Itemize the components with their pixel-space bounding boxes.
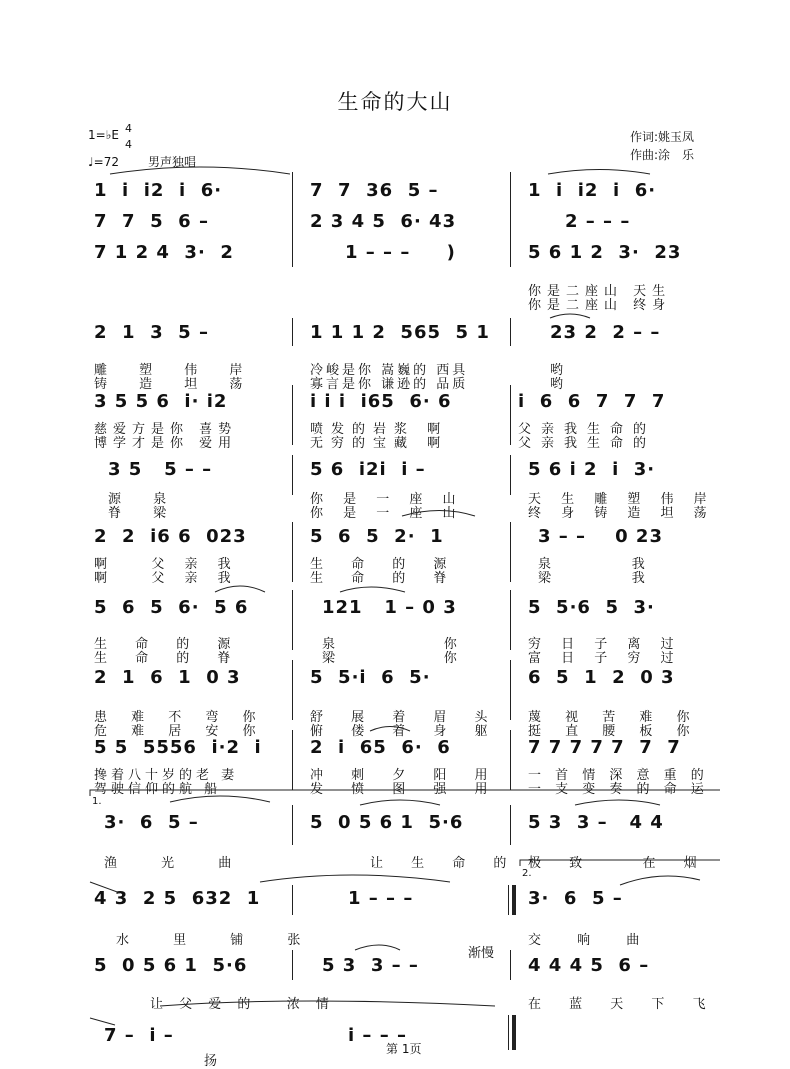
barline	[292, 885, 293, 915]
notation-measure: 5 5·i 6 5·	[310, 667, 431, 688]
lyric-line: 极 致 在 烟	[528, 856, 709, 871]
notation-measure: 121 1 – 0 3	[322, 597, 457, 618]
lyric-line: 终 身 铸 造 坦 荡	[528, 506, 715, 521]
lyric-line: 扬	[204, 1054, 232, 1069]
tempo-mark: ♩=72	[88, 155, 119, 169]
barline	[510, 950, 511, 980]
page-number: 第 1页	[386, 1042, 422, 1056]
volta-1-mark: 1.	[92, 796, 102, 807]
slur	[355, 945, 400, 950]
composer-credit: 作曲:涂 乐	[630, 148, 695, 162]
lyric-line: 冲 刺 夕 阳 用	[310, 768, 500, 783]
lyric-line: 搀着八十岁的老 妻	[94, 768, 239, 783]
notation-measure: 1 i i2 i 6·	[94, 180, 223, 201]
lyric-line: 富 日 子 穷 过	[528, 651, 682, 666]
lyric-line: 你 是 一 座 山	[310, 492, 464, 507]
slur	[548, 170, 650, 175]
lyric-line: 冷峻是你 嵩巍的 西具	[310, 363, 469, 378]
barline	[292, 950, 293, 980]
notation-measure: 2 3 4 5 6· 43	[310, 211, 457, 232]
barline	[292, 318, 293, 346]
barline	[508, 885, 509, 915]
lyric-line: 穷 日 子 离 过	[528, 637, 682, 652]
key-signature: 1=♭E	[88, 128, 119, 142]
notation-measure: 7 7 7 7 7 7 7	[528, 737, 681, 758]
slur	[550, 314, 590, 318]
slur	[90, 1018, 115, 1025]
notation-measure: 1 – – –	[348, 888, 414, 909]
notation-measure: 5 6 5 2· 1	[310, 526, 444, 547]
lyric-line: 水 里 铺 张	[116, 933, 321, 948]
lyric-line: 你 是 一 座 山	[310, 506, 464, 521]
notation-measure: 5 5·6 5 3·	[528, 597, 655, 618]
lyric-line: 驾驶信仰的航 船	[94, 782, 222, 797]
barline	[510, 385, 511, 445]
lyric-line: 危 难 居 安 你	[94, 724, 266, 739]
slur	[360, 800, 440, 805]
lyric-line: 泉 你	[322, 637, 469, 652]
notation-measure: 3 5 5 – –	[108, 459, 213, 480]
lyric-line: 哟	[550, 377, 578, 392]
lyric-line: 一 首 情 深 意 重 的	[528, 768, 709, 783]
barline	[510, 805, 511, 845]
lyricist-credit: 作词:姚玉凤	[630, 130, 695, 144]
lyric-line: 患 难 不 弯 你	[94, 710, 266, 725]
barline	[510, 318, 511, 346]
lyric-line: 生 命 的 脊	[94, 651, 243, 666]
slur	[620, 876, 700, 885]
lyric-line: 一 支 变 奏 的 命 运	[528, 782, 709, 797]
barline	[292, 385, 293, 445]
notation-measure: 6 5 1 2 0 3	[528, 667, 675, 688]
lyric-line: 生 命 的 脊	[310, 571, 459, 586]
notation-measure: 7 1 2 4 3· 2	[94, 242, 234, 263]
barline	[292, 730, 293, 790]
notation-measure: i – – –	[348, 1025, 407, 1046]
notation-measure: i 6 6 7 7 7	[518, 391, 666, 412]
lyric-line: 生 命 的 源	[310, 557, 459, 572]
lyric-line: 无穷的宝藏 啊	[310, 436, 449, 451]
lyric-line: 你是二座山 终身	[528, 298, 672, 313]
lyric-line: 俯 偻 着 身 躯	[310, 724, 500, 739]
lyric-line: 源 泉	[108, 492, 181, 507]
lyric-line: 父亲我生命的	[518, 436, 657, 451]
voice-type: 男声独唱	[148, 155, 197, 169]
slur	[215, 586, 265, 592]
lyric-line: 让 父 爱 的 浓 情	[150, 997, 335, 1012]
time-signature-bottom: 4	[125, 138, 132, 151]
notation-measure: 3 – – 0 23	[538, 526, 663, 547]
notation-measure: 5 5 5556 i·2 i	[94, 737, 262, 758]
lyric-line: 啊 父 亲 我	[94, 557, 239, 572]
lyric-line: 发 愤 图 强 用	[310, 782, 500, 797]
lyric-line: 父亲我生命的	[518, 422, 657, 437]
notation-measure: 2 1 6 1 0 3	[94, 667, 241, 688]
lyric-line: 寡言是你 谦逊的 品质	[310, 377, 469, 392]
notation-measure: 1 1 1 2 565 5 1	[310, 322, 490, 343]
barline	[508, 1015, 509, 1050]
notation-measure: 4 3 2 5 632 1	[94, 888, 261, 909]
slur	[340, 587, 405, 592]
notation-measure: 3· 6 5 –	[528, 888, 623, 909]
notation-measure: 5 6 1 2 3· 23	[528, 242, 682, 263]
notation-measure: 1 i i2 i 6·	[528, 180, 657, 201]
tempo-direction: 渐慢	[468, 946, 495, 961]
notation-measure: 1 – – – )	[345, 242, 456, 263]
lyric-line: 渔 光 曲	[104, 856, 252, 871]
slur	[260, 875, 450, 882]
score-title: 生命的大山	[337, 90, 453, 114]
notation-measure: 7 7 5 6 –	[94, 211, 209, 232]
lyric-line: 泉 我	[538, 557, 653, 572]
notation-measure: 5 3 3 – –	[322, 955, 419, 976]
lyric-line: 雕 塑 伟 岸	[94, 363, 257, 378]
notation-measure: 5 0 5 6 1 5·6	[94, 955, 248, 976]
barline	[292, 455, 293, 495]
final-barline	[512, 1015, 516, 1050]
lyric-line: 让 生 命 的	[370, 856, 519, 871]
lyric-line: 在 蓝 天 下 飞	[528, 997, 718, 1012]
notation-measure: 5 0 5 6 1 5·6	[310, 812, 464, 833]
notation-measure: 7 – i –	[104, 1025, 174, 1046]
barline	[510, 172, 511, 267]
lyric-line: 你是二座山 天生	[528, 284, 672, 299]
lyric-line: 梁 你	[322, 651, 469, 666]
barline	[292, 660, 293, 720]
lyric-line: 生 命 的 源	[94, 637, 243, 652]
lyric-line: 啊 父 亲 我	[94, 571, 239, 586]
barline	[292, 590, 293, 650]
barline	[510, 455, 511, 495]
notation-measure: 5 6 5 6· 5 6	[94, 597, 249, 618]
barline	[510, 730, 511, 790]
barline	[510, 660, 511, 720]
lyric-line: 舒 展 着 眉 头	[310, 710, 500, 725]
notation-measure: 4 4 4 5 6 –	[528, 955, 650, 976]
lyric-line: 哟	[550, 363, 578, 378]
notation-measure: 5 6 i2i i –	[310, 459, 426, 480]
lyric-line: 挺 直 腰 板 你	[528, 724, 700, 739]
slur	[110, 167, 290, 174]
lyric-line: 脊 梁	[108, 506, 181, 521]
lyric-line: 梁 我	[538, 571, 653, 586]
lyric-line: 铸 造 坦 荡	[94, 377, 257, 392]
notation-measure: 5 3 3 – 4 4	[528, 812, 664, 833]
notation-measure: 7 7 36 5 –	[310, 180, 439, 201]
notation-measure: i i i i65 6· 6	[310, 391, 452, 412]
barline	[292, 805, 293, 845]
lyric-line: 天 生 雕 塑 伟 岸	[528, 492, 715, 507]
lyric-line: 交 响 曲	[528, 933, 656, 948]
lyric-line: 慈爱方是你 喜势	[94, 422, 238, 437]
slur	[575, 800, 660, 805]
barline	[510, 590, 511, 650]
notation-measure: 2 i 65 6· 6	[310, 737, 451, 758]
notation-measure: 3· 6 5 –	[104, 812, 199, 833]
time-signature-top: 4	[125, 122, 132, 135]
lyric-line: 博学才是你 爱用	[94, 436, 238, 451]
notation-measure: 2 – – –	[565, 211, 631, 232]
barline	[510, 522, 511, 582]
notation-measure: 23 2 2 – –	[550, 322, 661, 343]
volta-2-mark: 2.	[522, 868, 532, 879]
notation-measure: 2 1 3 5 –	[94, 322, 209, 343]
notation-measure: 3 5 5 6 i· i2	[94, 391, 228, 412]
repeat-barline	[512, 885, 516, 915]
lyric-line: 喷发的岩浆 啊	[310, 422, 449, 437]
notation-measure: 5 6 i 2 i 3·	[528, 459, 656, 480]
barline	[292, 522, 293, 582]
barline	[292, 172, 293, 267]
lyric-line: 蔑 视 苦 难 你	[528, 710, 700, 725]
notation-measure: 2 2 i6 6 023	[94, 526, 247, 547]
